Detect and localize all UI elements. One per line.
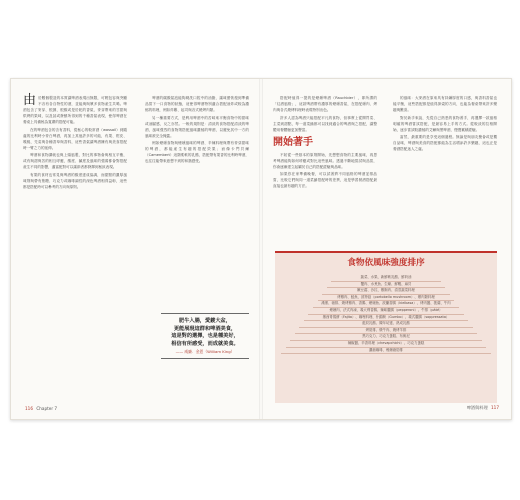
intensity-tier: 蟹肉、水煮魚、生蠔、鮮蝦、扇貝 — [327, 282, 445, 289]
paragraph: 對於新手來說，先從自己熟悉的食物著手，再選擇一款風格明確的啤酒嘗試搭配，是最容易上手的方式。從較淡的拉格開始，逐步嘗試較濃郁的艾爾與黑啤酒，慢慢累積經驗。 — [393, 115, 497, 132]
intensity-tier: 漢堡、豬排、燒烤雞肉、香腸、煙燻魚、波蘭香腸（kielbasa）、烤肉醬、披薩、牛肉 — [313, 301, 459, 308]
paragraph — [23, 95, 127, 125]
right-page — [261, 79, 511, 419]
intensity-tier: 濃縮咖啡、煙燻豬肋排 — [281, 348, 491, 355]
paragraph: 許多人認為啤酒只能搭配平凡的食物，但事實上從開胃菜、主菜到甜點，每一道菜餚都可以找到適合的啤酒與之搭配，讓整體用餐體驗更加豐富。 — [273, 115, 377, 132]
intensity-tier: 蔬菜、水果、新鮮軟乳酪、鮮奶油 — [331, 275, 440, 282]
paragraph: 不妨從一些基本的原則開始，先想想食物的主要風味，再思考啤酒能夠如何呼應或對比這些風味。透過不斷地嘗試與品嘗，你會逐漸建立起屬於自己的搭配經驗與品味。 — [273, 152, 377, 169]
quote-line: 這是對的選擇，也是種美好， — [171, 333, 239, 339]
right-page-column-2 — [393, 95, 497, 154]
left-page-column-2 — [145, 95, 249, 166]
paragraph: 啤酒的碳酸氣泡能夠刷洗口腔中的油脂，讓味蕾恢復到準備品嘗下一口食物的狀態，這使得啤酒特別適合搭配油炸或較為濃郁的料理，例如炸雞、起司與各式燒烤肉類。 — [145, 96, 249, 112]
section-label: 啤酒與料理 — [466, 405, 488, 410]
quote-line: 肥牛入腸，愛鍍大盆， — [179, 318, 231, 324]
chapter-label: Chapter 7 — [36, 406, 58, 411]
page-number: 116 — [25, 406, 33, 411]
quote-line: 相信有所感受，而成就美食。 — [171, 340, 239, 347]
paragraph: 在的啤酒包含的含有香料，從極心的較常酒（wassail）到隨處的比利時小麥白啤酒，再加上其他許多的可能，有果、柑皮、嗅桃、芫荽與各種香草與香料，這些香氣讓啤酒擁有與美食搭配時一臂之力的延伸。 — [23, 127, 127, 150]
paragraph: 啤酒和食物講就也與上頭風製，對比的事物會與相互平衡，或有與甜與苦的相互呼應，酸度、鹹度及風味的強弱都會對搭配產生不同的影響，適當配對可以讓兩者都發揮到極致表現。 — [23, 153, 127, 169]
intensity-tier: 藍紋乳酪、陳年切達、熟成乳酪 — [299, 321, 472, 328]
book-spread — [10, 78, 512, 420]
quote-attribution: —— 威廉．金恩（William King） — [175, 349, 235, 354]
intensity-tier: 嫩豆腐、沙拉、雞胸肉、清蒸蔬菜料理 — [322, 288, 450, 295]
paragraph: 如果你在家準備晚餐，可以試著將不同風格的啤酒並排品嘗，比較它們與同一道菜餚搭配時的差異，這是學習餐酒搭配最直接也最有趣的方法。 — [273, 172, 377, 188]
intensity-tier: 辣椒醬、辛香料理（chevapchichi）、巧克力蛋糕 — [286, 341, 487, 348]
page-number: 117 — [491, 405, 499, 410]
flavor-intensity-chart — [275, 251, 497, 403]
paragraph: 當然，最重要的是享受這個過程。無論是與朋友聚會或是獨自品味，啤酒與美食的搭配都能為生活增添許多樂趣，這也正是餐酒搭配迷人之處。 — [393, 135, 497, 151]
intensity-tiers — [281, 275, 491, 354]
left-page-footer — [25, 406, 57, 411]
paragraph: 例如煙燻食物與煙燻風味的啤酒、辛辣料理與帶有麥芽甜味的啤酒，都能產生有趣的搭配效果；而像卡門貝爾（Camembert）這類柔軟的乳酪，搭配帶有果香的比利時啤酒，也往往能帶來意想不到的和諧感受。 — [145, 141, 249, 163]
drop-cap: 由 — [23, 93, 37, 108]
paragraph: 有果的食材也常見與啤酒的酸度達成協調，而甜點的濃厚風味則與帶有焦糖、巧克力或咖啡調性的深色啤酒相得益彰，這些都是搭配時可以參考的方向與原則。 — [23, 172, 127, 189]
left-page — [11, 79, 261, 419]
intensity-tier: 墨西哥捲餅（Fajita）、咖哩料理、什錦飯（Gumbo）、義式臘腸（soppressata） — [304, 315, 468, 322]
pull-quote — [161, 313, 249, 359]
quote-line: 更能展現這群和啤酒美食， — [173, 325, 237, 332]
paragraph: 搭配時值得一提的是煙燻啤酒（Rauchbier），即所謂的「紅酒風格」，這款啤酒帶有濃厚的煙燻香氣，在搭配燻肉、烤肉與各式燒烤料理時表現特別出色。 — [273, 96, 377, 112]
left-page-column-1 — [23, 95, 127, 191]
paragraph: 另一種重要方式，是利用啤酒中的苦味來平衡食物中的甜味或油膩感，反之亦然。一般的規則是：清淡的食物搭配清淡的啤酒，風味強烈的食物則搭配風味濃郁的啤酒，以避免其中一方的風味被完全掩蓋。 — [145, 115, 249, 138]
paragraph: 的風味：大麥酒在原來具有持續厚度的口感，與香料香氣也能平衡，這些搭配都是值得探索的方向，也能為餐桌帶來許多樂趣與驚喜。 — [393, 96, 497, 112]
intensity-tier: 黑巧克力、巧克力蛋糕、布朗尼 — [290, 334, 482, 341]
right-page-column-1 — [273, 95, 377, 191]
intensity-tier: 烤雞肉、鮭魚、波特菇（portobello mushroom）、燉肉類料理 — [318, 295, 455, 302]
section-heading: 開始著手 — [273, 136, 313, 148]
right-page-footer — [467, 405, 499, 411]
intensity-tier: 烤肋排、燉牛肉、燒烤羊排 — [295, 328, 478, 335]
intensity-tier: 煙燻肉、法式肉凍、義大利香腸、辣味臘腸（pepperoni）、牛排（pâté） — [308, 308, 463, 315]
chart-title: 食物依風味強度排序 — [347, 258, 425, 268]
paragraph-text: 於數個製造的本質讓啤酒表現出無限，可輕包容與突顯不各有各自特性的酒，並能與與眾多食物產生共鳴。啤酒包含了麥芽、根據、根酸或是於乾的香氣，麥芽帶來的甘甜與烘烤的果味，以及甚或發酵所得到的千種香氣表現，使得啤酒在餐桌上具備極為寬廣的搭配可能。 — [23, 96, 127, 124]
